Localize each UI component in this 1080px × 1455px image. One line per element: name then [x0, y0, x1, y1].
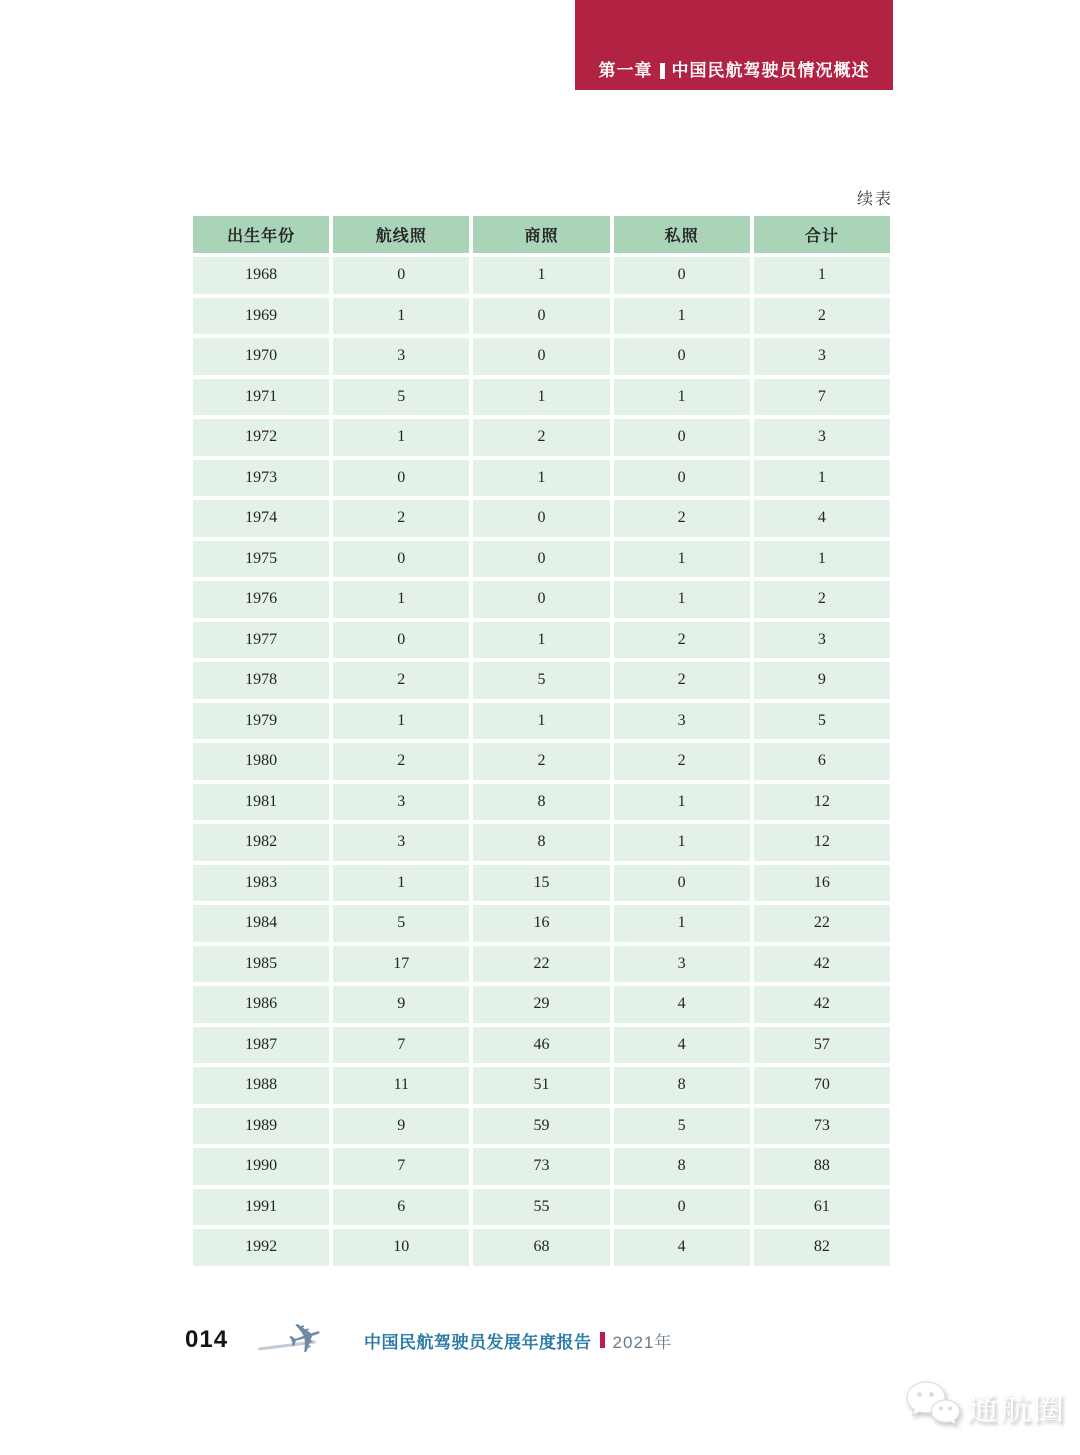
value-cell: 0	[473, 298, 609, 335]
birth-year-cell: 1968	[193, 257, 329, 294]
value-cell: 5	[333, 905, 469, 942]
value-cell: 8	[614, 1067, 750, 1104]
value-cell: 1	[614, 541, 750, 578]
birth-year-cell: 1977	[193, 622, 329, 659]
value-cell: 2	[754, 298, 890, 335]
value-cell: 16	[754, 865, 890, 902]
value-cell: 0	[473, 500, 609, 537]
table-row	[193, 703, 890, 740]
value-cell: 8	[473, 784, 609, 821]
value-cell: 3	[754, 419, 890, 456]
value-cell: 0	[473, 541, 609, 578]
value-cell: 2	[333, 743, 469, 780]
table-row	[193, 784, 890, 821]
value-cell: 0	[614, 419, 750, 456]
table-row	[193, 379, 890, 416]
footer-separator-bar	[600, 1332, 605, 1348]
value-cell: 17	[333, 946, 469, 983]
value-cell: 5	[473, 662, 609, 699]
value-cell: 7	[333, 1148, 469, 1185]
value-cell: 8	[473, 824, 609, 861]
birth-year-cell: 1978	[193, 662, 329, 699]
birth-year-cell: 1974	[193, 500, 329, 537]
column-header-atpl: 航线照	[333, 216, 469, 253]
value-cell: 61	[754, 1189, 890, 1226]
value-cell: 1	[614, 581, 750, 618]
table-row	[193, 257, 890, 294]
value-cell: 4	[614, 1229, 750, 1266]
value-cell: 73	[473, 1148, 609, 1185]
column-header-cpl: 商照	[473, 216, 609, 253]
chapter-label: 第一章	[598, 61, 653, 80]
birth-year-cell: 1976	[193, 581, 329, 618]
value-cell: 4	[754, 500, 890, 537]
value-cell: 2	[614, 743, 750, 780]
value-cell: 1	[754, 257, 890, 294]
value-cell: 55	[473, 1189, 609, 1226]
value-cell: 1	[333, 703, 469, 740]
birth-year-cell: 1971	[193, 379, 329, 416]
value-cell: 2	[614, 500, 750, 537]
birth-year-cell: 1980	[193, 743, 329, 780]
column-header-total: 合计	[754, 216, 890, 253]
value-cell: 1	[333, 298, 469, 335]
value-cell: 0	[333, 541, 469, 578]
table-row	[193, 865, 890, 902]
table-row	[193, 622, 890, 659]
value-cell: 5	[614, 1108, 750, 1145]
value-cell: 29	[473, 986, 609, 1023]
birth-year-cell: 1987	[193, 1027, 329, 1064]
value-cell: 11	[333, 1067, 469, 1104]
value-cell: 4	[614, 1027, 750, 1064]
value-cell: 1	[473, 703, 609, 740]
value-cell: 0	[473, 581, 609, 618]
table-row	[193, 1148, 890, 1185]
value-cell: 22	[473, 946, 609, 983]
airplane-icon: ✈	[258, 1318, 358, 1362]
value-cell: 1	[473, 622, 609, 659]
value-cell: 3	[333, 338, 469, 375]
value-cell: 68	[473, 1229, 609, 1266]
birth-year-cell: 1972	[193, 419, 329, 456]
value-cell: 1	[614, 905, 750, 942]
value-cell: 1	[754, 460, 890, 497]
value-cell: 12	[754, 824, 890, 861]
value-cell: 3	[754, 622, 890, 659]
value-cell: 1	[614, 379, 750, 416]
table-row	[193, 1189, 890, 1226]
value-cell: 2	[614, 622, 750, 659]
value-cell: 6	[754, 743, 890, 780]
value-cell: 88	[754, 1148, 890, 1185]
value-cell: 4	[614, 986, 750, 1023]
continued-table-label: 续表	[856, 191, 893, 208]
watermark-label: 通航圈	[967, 1391, 1066, 1427]
value-cell: 2	[754, 581, 890, 618]
chapter-banner	[575, 0, 893, 90]
value-cell: 16	[473, 905, 609, 942]
chat-bubbles-icon	[903, 1378, 961, 1434]
birth-year-cell: 1992	[193, 1229, 329, 1266]
value-cell: 1	[614, 298, 750, 335]
banner-separator-bar	[660, 63, 665, 79]
value-cell: 0	[614, 257, 750, 294]
value-cell: 1	[473, 460, 609, 497]
value-cell: 42	[754, 986, 890, 1023]
birth-year-cell: 1989	[193, 1108, 329, 1145]
value-cell: 1	[754, 541, 890, 578]
table-row	[193, 986, 890, 1023]
column-header-birth-year: 出生年份	[193, 216, 329, 253]
table-row	[193, 946, 890, 983]
value-cell: 42	[754, 946, 890, 983]
page-number: 014	[185, 1326, 229, 1353]
value-cell: 0	[614, 865, 750, 902]
value-cell: 7	[754, 379, 890, 416]
table-row	[193, 743, 890, 780]
birth-year-cell: 1985	[193, 946, 329, 983]
value-cell: 1	[333, 581, 469, 618]
table-row	[193, 1229, 890, 1266]
value-cell: 5	[333, 379, 469, 416]
value-cell: 12	[754, 784, 890, 821]
value-cell: 1	[473, 379, 609, 416]
table-row	[193, 1067, 890, 1104]
value-cell: 9	[333, 1108, 469, 1145]
value-cell: 3	[333, 784, 469, 821]
table-row	[193, 824, 890, 861]
value-cell: 59	[473, 1108, 609, 1145]
table-row	[193, 662, 890, 699]
birth-year-cell: 1969	[193, 298, 329, 335]
value-cell: 3	[754, 338, 890, 375]
value-cell: 3	[614, 946, 750, 983]
value-cell: 0	[333, 622, 469, 659]
value-cell: 82	[754, 1229, 890, 1266]
value-cell: 0	[614, 460, 750, 497]
value-cell: 1	[333, 419, 469, 456]
report-title: 中国民航驾驶员发展年度报告	[364, 1332, 592, 1352]
value-cell: 2	[333, 500, 469, 537]
birth-year-cell: 1986	[193, 986, 329, 1023]
value-cell: 0	[333, 460, 469, 497]
value-cell: 0	[333, 257, 469, 294]
value-cell: 7	[333, 1027, 469, 1064]
value-cell: 6	[333, 1189, 469, 1226]
value-cell: 22	[754, 905, 890, 942]
table-row	[193, 541, 890, 578]
value-cell: 70	[754, 1067, 890, 1104]
birth-year-cell: 1973	[193, 460, 329, 497]
table-row	[193, 298, 890, 335]
value-cell: 0	[473, 338, 609, 375]
table-row	[193, 581, 890, 618]
birth-year-cell: 1970	[193, 338, 329, 375]
birth-year-cell: 1982	[193, 824, 329, 861]
birth-year-cell: 1975	[193, 541, 329, 578]
birth-year-cell: 1991	[193, 1189, 329, 1226]
value-cell: 2	[614, 662, 750, 699]
value-cell: 57	[754, 1027, 890, 1064]
pilot-license-by-birth-year-table	[189, 212, 894, 1270]
value-cell: 2	[473, 419, 609, 456]
value-cell: 15	[473, 865, 609, 902]
value-cell: 73	[754, 1108, 890, 1145]
value-cell: 10	[333, 1229, 469, 1266]
value-cell: 2	[333, 662, 469, 699]
birth-year-cell: 1981	[193, 784, 329, 821]
value-cell: 1	[333, 865, 469, 902]
value-cell: 9	[754, 662, 890, 699]
table-body	[193, 257, 890, 1266]
value-cell: 1	[614, 824, 750, 861]
value-cell: 8	[614, 1148, 750, 1185]
value-cell: 2	[473, 743, 609, 780]
birth-year-cell: 1983	[193, 865, 329, 902]
value-cell: 0	[614, 338, 750, 375]
value-cell: 0	[614, 1189, 750, 1226]
table-row	[193, 338, 890, 375]
table-row	[193, 905, 890, 942]
birth-year-cell: 1988	[193, 1067, 329, 1104]
birth-year-cell: 1979	[193, 703, 329, 740]
birth-year-cell: 1990	[193, 1148, 329, 1185]
value-cell: 1	[614, 784, 750, 821]
table-row	[193, 500, 890, 537]
value-cell: 46	[473, 1027, 609, 1064]
value-cell: 5	[754, 703, 890, 740]
watermark	[903, 1378, 1066, 1434]
page-footer	[185, 1308, 673, 1367]
table-row	[193, 1027, 890, 1064]
birth-year-cell: 1984	[193, 905, 329, 942]
report-year: 2021年	[612, 1332, 673, 1352]
value-cell: 1	[473, 257, 609, 294]
value-cell: 51	[473, 1067, 609, 1104]
value-cell: 3	[614, 703, 750, 740]
table-row	[193, 460, 890, 497]
value-cell: 9	[333, 986, 469, 1023]
column-header-ppl: 私照	[614, 216, 750, 253]
table-row	[193, 1108, 890, 1145]
table-header-row	[193, 216, 890, 253]
value-cell: 3	[333, 824, 469, 861]
chapter-title: 中国民航驾驶员情况概述	[671, 61, 870, 80]
table-row	[193, 419, 890, 456]
